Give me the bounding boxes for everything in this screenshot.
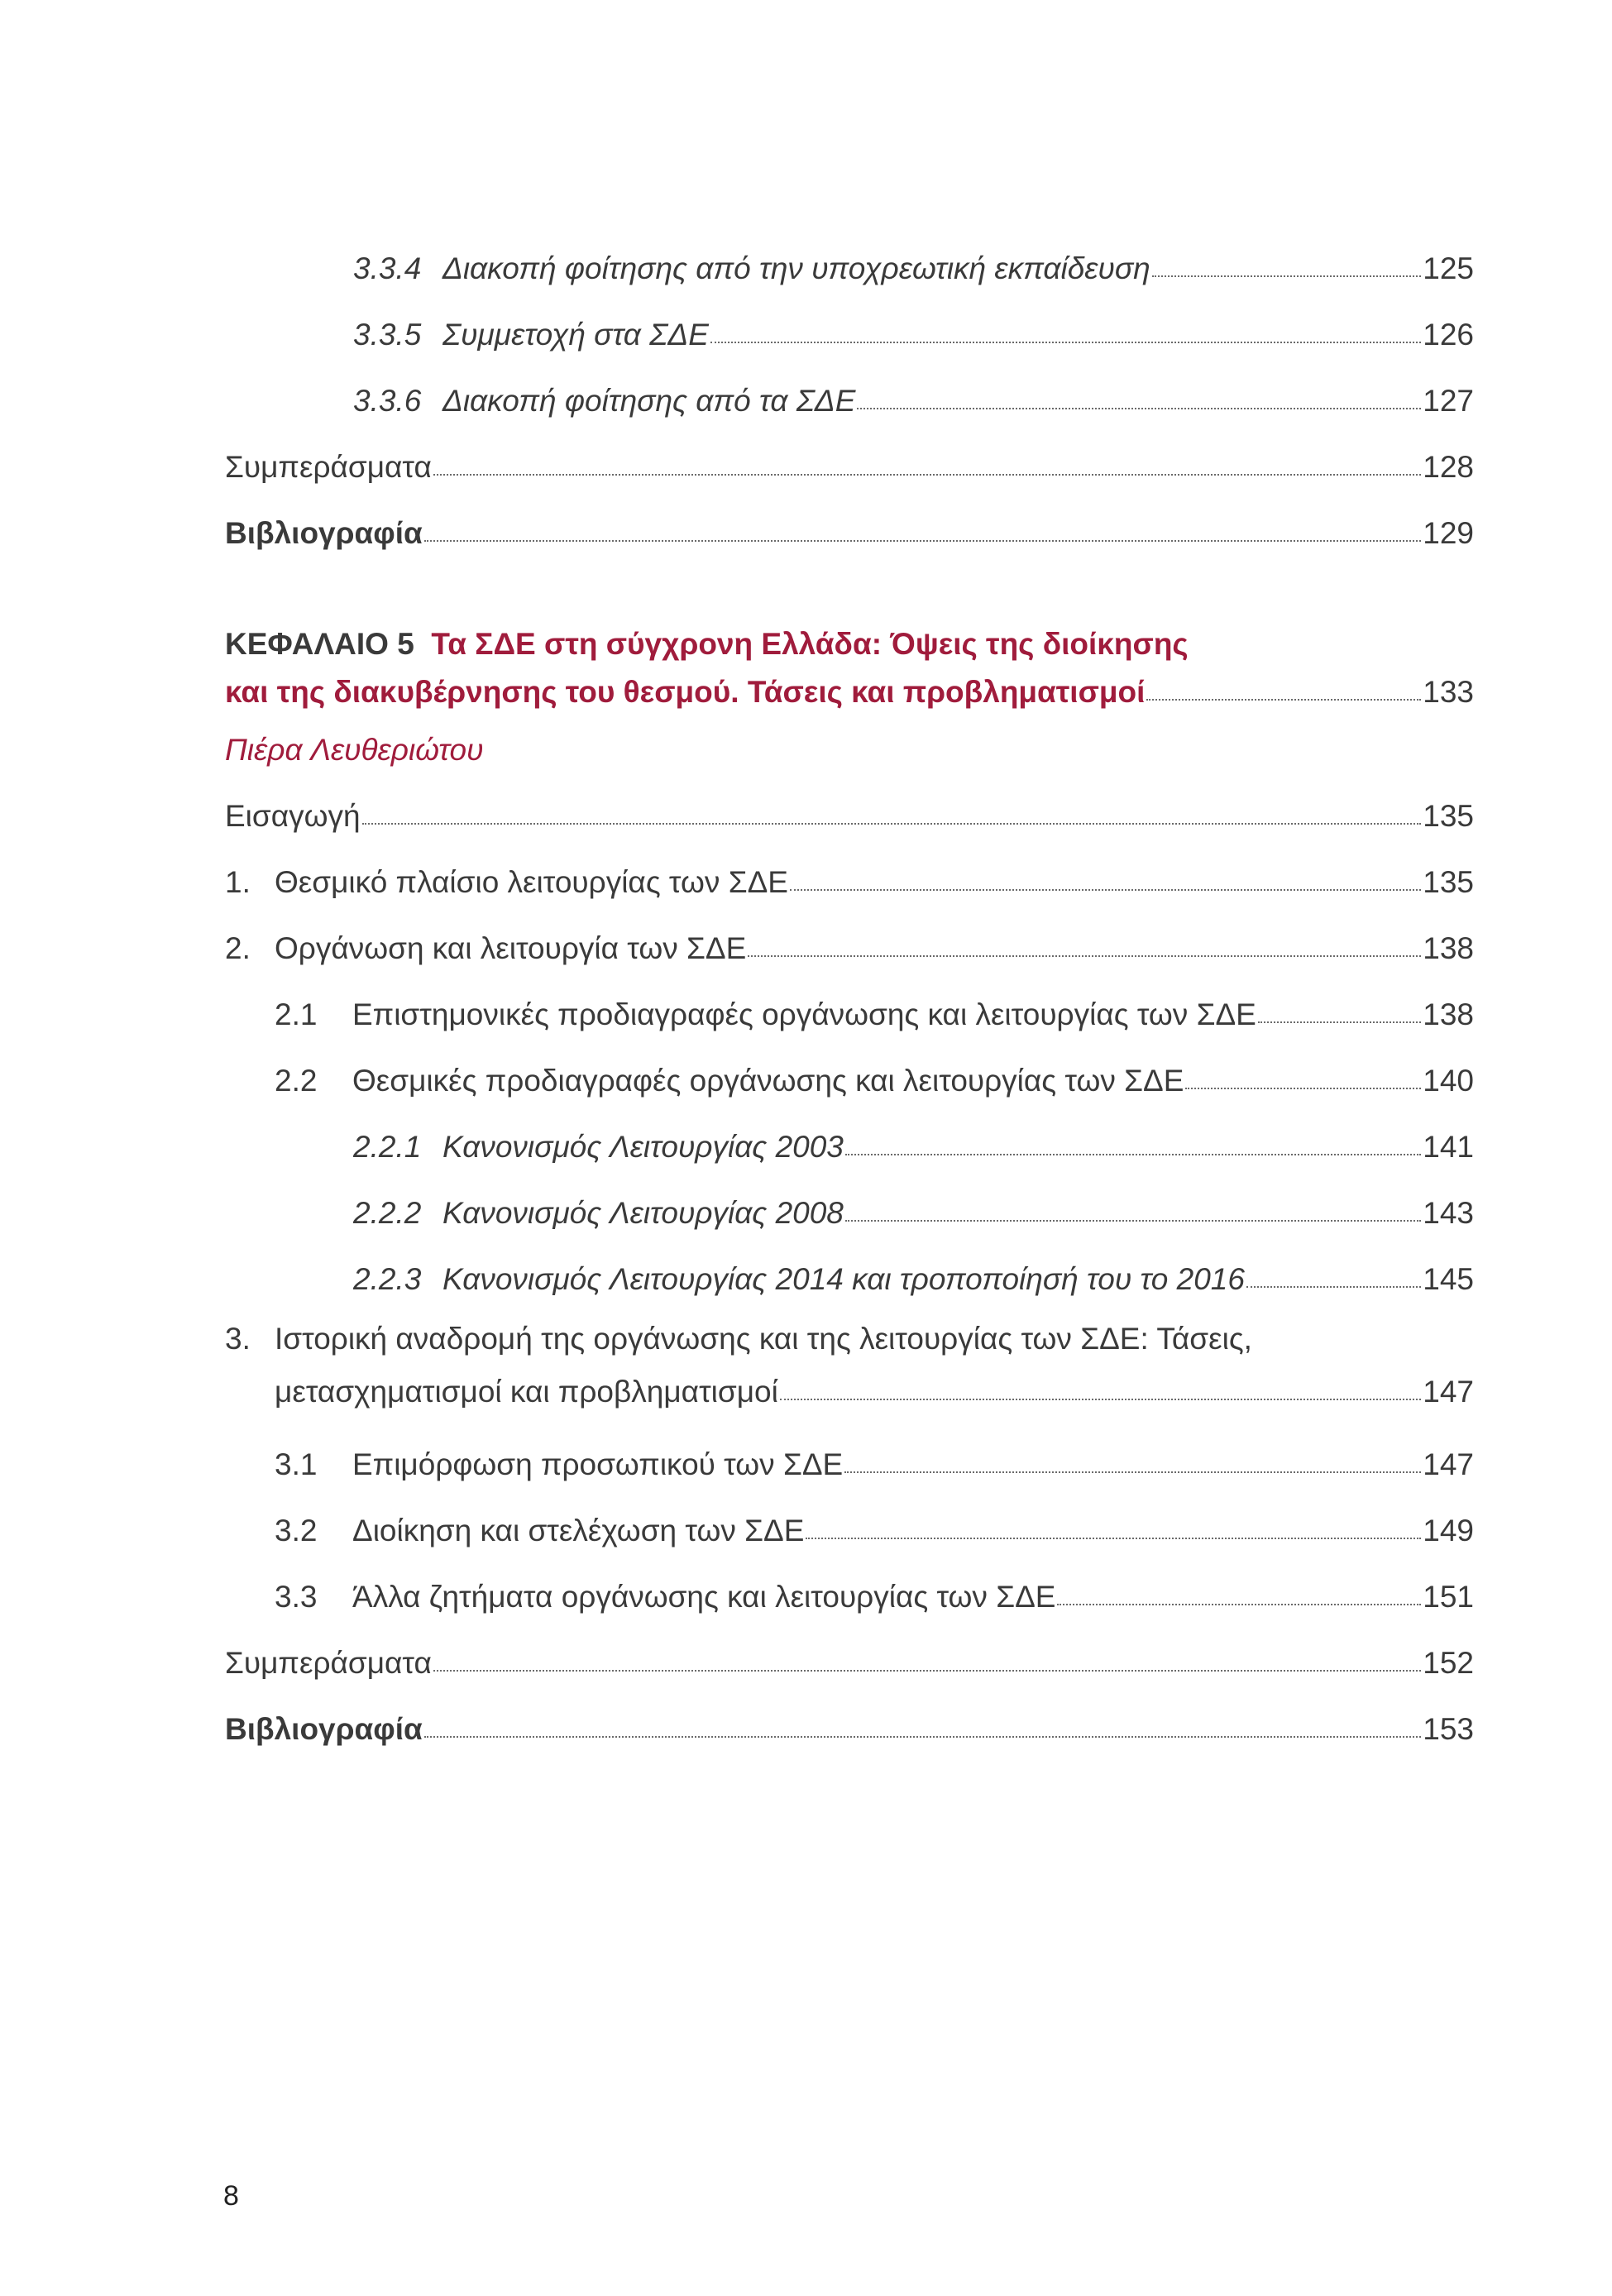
chapter-heading[interactable] (225, 621, 1474, 717)
entry-title: Συμπεράσματα (225, 1646, 432, 1680)
entry-title: Ιστορική αναδρομή της οργάνωσης και της λειτουργίας των ΣΔΕ: Τάσεις, (275, 1322, 1252, 1356)
chapter-title-line2 (225, 667, 1474, 717)
dot-leader (845, 1154, 1421, 1155)
entry-number: 2.2.1 (353, 1130, 422, 1164)
dot-leader (790, 889, 1421, 891)
entry-title: Θεσμικές προδιαγραφές οργάνωσης και λειτουργίας των ΣΔΕ (352, 1064, 1184, 1098)
entry-title: Άλλα ζητήματα οργάνωσης και λειτουργίας των ΣΔΕ (352, 1580, 1056, 1614)
toc-entry-2[interactable] (225, 916, 1474, 982)
dot-leader (1258, 1021, 1421, 1023)
entry-number: 3. (225, 1322, 251, 1356)
entry-title-line1 (225, 1313, 1474, 1366)
toc-entry-bibliography[interactable] (225, 500, 1474, 567)
entry-page: 141 (1423, 1130, 1474, 1164)
entry-number: 2.1 (275, 997, 318, 1031)
toc-entry-2-2[interactable] (225, 1048, 1474, 1114)
entry-page: 135 (1423, 799, 1474, 833)
toc-entry-3-3-4[interactable] (225, 236, 1474, 302)
dot-leader (362, 823, 1421, 825)
toc-entry-1[interactable] (225, 849, 1474, 916)
dot-leader (806, 1538, 1421, 1539)
dot-leader (857, 408, 1421, 409)
chapter-author: Πιέρα Λευθεριώτου (225, 733, 484, 767)
entry-title: Κανονισμός Λειτουργίας 2008 (442, 1196, 844, 1230)
entry-page: 143 (1423, 1196, 1474, 1230)
toc-entry-2-1[interactable] (225, 982, 1474, 1048)
entry-title: Εισαγωγή (225, 799, 361, 833)
toc-entry-3[interactable] (225, 1313, 1474, 1418)
entry-page: 147 (1423, 1375, 1474, 1409)
chapter-title-continued: και της διακυβέρνησης του θεσμού. Τάσεις και προβληματισμοί (225, 675, 1146, 709)
entry-page: 138 (1423, 931, 1474, 965)
entry-title: Διακοπή φοίτησης από την υποχρεωτική εκπαίδευση (442, 251, 1150, 285)
entry-title: Βιβλιογραφία (225, 1712, 423, 1746)
entry-number: 2.2.2 (353, 1196, 422, 1230)
entry-page: 128 (1423, 450, 1474, 484)
dot-leader (433, 1670, 1421, 1672)
entry-title-line2 (225, 1366, 1474, 1418)
dot-leader (845, 1220, 1421, 1222)
entry-title: Κανονισμός Λειτουργίας 2003 (442, 1130, 844, 1164)
toc-entry-2-2-3[interactable] (225, 1246, 1474, 1313)
entry-number: 2.2 (275, 1064, 318, 1098)
dot-leader (1146, 699, 1421, 701)
entry-page: 151 (1423, 1580, 1474, 1614)
entry-title: Θεσμικό πλαίσιο λειτουργίας των ΣΔΕ (275, 865, 788, 899)
entry-page: 145 (1423, 1262, 1474, 1296)
entry-page: 152 (1423, 1646, 1474, 1680)
dot-leader (1246, 1286, 1421, 1288)
toc-entry-3-3-5[interactable] (225, 302, 1474, 368)
dot-leader (844, 1471, 1421, 1473)
entry-number: 3.3 (275, 1580, 318, 1614)
page-number: 8 (223, 2180, 239, 2212)
chapter-page: 133 (1423, 675, 1474, 709)
entry-title: Διακοπή φοίτησης από τα ΣΔΕ (442, 384, 856, 418)
entry-number: 3.3.5 (353, 318, 422, 352)
entry-title: Συμμετοχή στα ΣΔΕ (442, 318, 709, 352)
toc-entry-3-2[interactable] (225, 1498, 1474, 1564)
entry-page: 127 (1423, 384, 1474, 418)
dot-leader (710, 342, 1421, 343)
entry-number: 3.2 (275, 1514, 318, 1547)
entry-page: 153 (1423, 1712, 1474, 1746)
entry-title: Οργάνωση και λειτουργία των ΣΔΕ (275, 931, 747, 965)
toc-entry-3-3-6[interactable] (225, 368, 1474, 434)
entry-number: 2.2.3 (353, 1262, 422, 1296)
entry-page: 125 (1423, 251, 1474, 285)
entry-page: 129 (1423, 516, 1474, 550)
table-of-contents (225, 236, 1474, 1763)
entry-title-continued: μετασχηματισμοί και προβληματισμοί (275, 1375, 778, 1409)
entry-title: Επιστημονικές προδιαγραφές οργάνωσης και λειτουργίας των ΣΔΕ (352, 997, 1256, 1031)
toc-entry-2-2-1[interactable] (225, 1114, 1474, 1180)
entry-page: 147 (1423, 1447, 1474, 1481)
toc-entry-3-3[interactable] (225, 1564, 1474, 1630)
toc-entry-bibliography-2[interactable] (225, 1696, 1474, 1763)
chapter-title: Τα ΣΔΕ στη σύγχρονη Ελλάδα: Όψεις της διοίκησης (431, 627, 1189, 661)
dot-leader (780, 1399, 1421, 1400)
dot-leader (1057, 1604, 1421, 1605)
entry-page: 135 (1423, 865, 1474, 899)
chapter-title-line1 (225, 621, 1474, 667)
entry-title: Συμπεράσματα (225, 450, 432, 484)
entry-number: 3.1 (275, 1447, 318, 1481)
toc-entry-2-2-2[interactable] (225, 1180, 1474, 1246)
entry-title: Διοίκηση και στελέχωση των ΣΔΕ (352, 1514, 805, 1547)
entry-number: 3.3.6 (353, 384, 422, 418)
entry-page: 149 (1423, 1514, 1474, 1547)
toc-entry-3-1[interactable] (225, 1432, 1474, 1498)
dot-leader (1185, 1088, 1421, 1089)
toc-entry-conclusions[interactable] (225, 434, 1474, 500)
entry-page: 140 (1423, 1064, 1474, 1098)
entry-number: 2. (225, 931, 251, 965)
chapter-label: ΚΕΦΑΛΑΙΟ 5 (225, 627, 414, 661)
entry-title: Κανονισμός Λειτουργίας 2014 και τροποποίησή του το 2016 (442, 1262, 1245, 1296)
entry-page: 126 (1423, 318, 1474, 352)
toc-entry-conclusions-2[interactable] (225, 1630, 1474, 1696)
toc-entry-introduction[interactable] (225, 783, 1474, 849)
dot-leader (748, 955, 1421, 957)
entry-number: 3.3.4 (353, 251, 422, 285)
entry-title: Επιμόρφωση προσωπικού των ΣΔΕ (352, 1447, 844, 1481)
dot-leader (1152, 275, 1421, 277)
entry-page: 138 (1423, 997, 1474, 1031)
dot-leader (424, 540, 1421, 542)
entry-title: Βιβλιογραφία (225, 516, 423, 550)
entry-number: 1. (225, 865, 251, 899)
dot-leader (424, 1736, 1421, 1738)
dot-leader (433, 474, 1421, 476)
